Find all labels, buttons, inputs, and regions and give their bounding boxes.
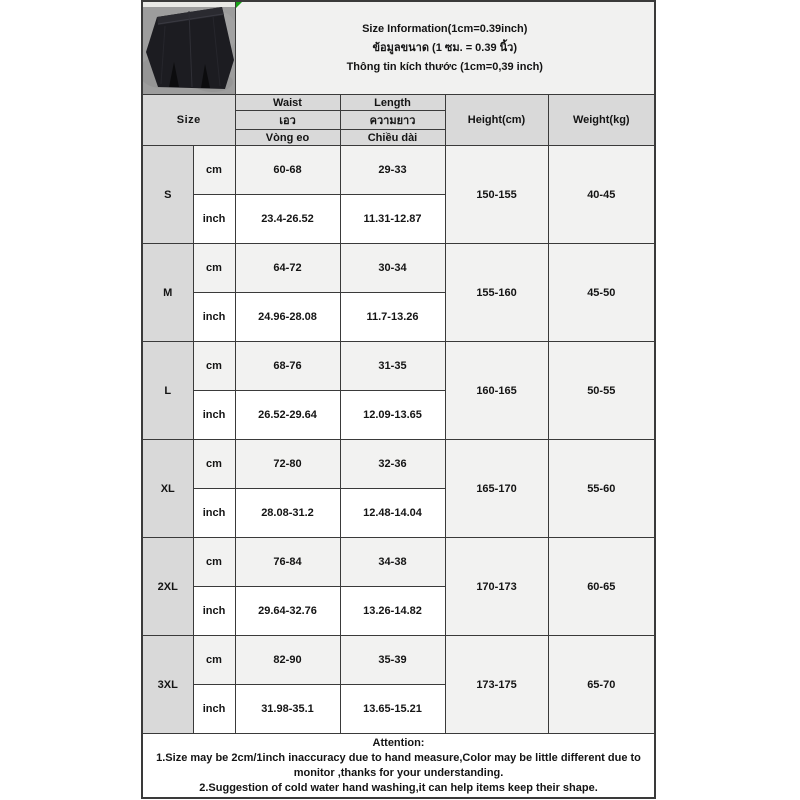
- unit-label-cm: cm: [193, 538, 235, 587]
- waist-cm-value: 64-72: [235, 244, 340, 293]
- length-cm-value: 31-35: [340, 342, 445, 391]
- size-info-title-cell: [235, 1, 655, 95]
- waist-inch-value: 26.52-29.64: [235, 391, 340, 440]
- height-value: 173-175: [445, 636, 548, 734]
- unit-label-cm: cm: [193, 636, 235, 685]
- product-photo-cell: [142, 1, 235, 95]
- unit-label-inch: inch: [193, 587, 235, 636]
- waist-header-en: Waist: [235, 95, 340, 111]
- height-value: 150-155: [445, 146, 548, 244]
- size-chart-sheet: [141, 0, 656, 799]
- table-row-l-cm: [142, 342, 655, 391]
- length-cm-value: 30-34: [340, 244, 445, 293]
- waist-header-th: เอว: [235, 111, 340, 130]
- length-inch-value: 11.7-13.26: [340, 293, 445, 342]
- waist-cm-value: 60-68: [235, 146, 340, 195]
- length-inch-value: 13.65-15.21: [340, 685, 445, 734]
- waist-inch-value: 24.96-28.08: [235, 293, 340, 342]
- height-value: 165-170: [445, 440, 548, 538]
- weight-value: 45-50: [548, 244, 655, 342]
- table-row-m-cm: [142, 244, 655, 293]
- waist-cm-value: 72-80: [235, 440, 340, 489]
- header-photo-title-row: [142, 1, 655, 95]
- unit-label-cm: cm: [193, 342, 235, 391]
- product-photo: [143, 2, 235, 94]
- weight-value: 60-65: [548, 538, 655, 636]
- length-cm-value: 29-33: [340, 146, 445, 195]
- title-line-th: ข้อมูลขนาด (1 ซม. = 0.39 นิ้ว): [372, 41, 518, 54]
- height-value: 170-173: [445, 538, 548, 636]
- length-inch-value: 12.48-14.04: [340, 489, 445, 538]
- unit-label-cm: cm: [193, 440, 235, 489]
- length-header-vi: Chiều dài: [340, 130, 445, 146]
- waist-inch-value: 29.64-32.76: [235, 587, 340, 636]
- title-line-vi: Thông tin kích thước (1cm=0,39 inch): [346, 60, 543, 73]
- size-table: [141, 0, 656, 799]
- length-header-th: ความยาว: [340, 111, 445, 130]
- unit-label-cm: cm: [193, 146, 235, 195]
- size-column-header: Size: [142, 95, 235, 146]
- waist-inch-value: 28.08-31.2: [235, 489, 340, 538]
- waist-header-vi: Vòng eo: [235, 130, 340, 146]
- size-label: 3XL: [142, 636, 193, 734]
- length-inch-value: 12.09-13.65: [340, 391, 445, 440]
- waist-cm-value: 76-84: [235, 538, 340, 587]
- table-row-3xl-cm: [142, 636, 655, 685]
- weight-value: 40-45: [548, 146, 655, 244]
- size-label: 2XL: [142, 538, 193, 636]
- table-row-2xl-cm: [142, 538, 655, 587]
- unit-label-inch: inch: [193, 489, 235, 538]
- height-column-header: Height(cm): [445, 95, 548, 146]
- height-value: 160-165: [445, 342, 548, 440]
- waist-cm-value: 82-90: [235, 636, 340, 685]
- attention-heading: Attention:: [372, 736, 425, 749]
- waist-inch-value: 23.4-26.52: [235, 195, 340, 244]
- unit-label-inch: inch: [193, 293, 235, 342]
- attention-note-2: 2.Suggestion of cold water hand washing,it can help items keep their shape.: [199, 781, 598, 794]
- weight-value: 65-70: [548, 636, 655, 734]
- title-line-en: Size Information(1cm=0.39inch): [362, 22, 528, 35]
- unit-label-inch: inch: [193, 685, 235, 734]
- waist-cm-value: 68-76: [235, 342, 340, 391]
- unit-label-inch: inch: [193, 391, 235, 440]
- size-label: XL: [142, 440, 193, 538]
- weight-value: 55-60: [548, 440, 655, 538]
- length-inch-value: 13.26-14.82: [340, 587, 445, 636]
- weight-column-header: Weight(kg): [548, 95, 655, 146]
- unit-label-cm: cm: [193, 244, 235, 293]
- size-label: L: [142, 342, 193, 440]
- attention-row: [142, 734, 655, 799]
- attention-cell: [142, 734, 655, 799]
- weight-value: 50-55: [548, 342, 655, 440]
- size-label: S: [142, 146, 193, 244]
- waist-inch-value: 31.98-35.1: [235, 685, 340, 734]
- length-cm-value: 34-38: [340, 538, 445, 587]
- green-corner-marker-icon: [236, 2, 242, 8]
- table-row-s-cm: [142, 146, 655, 195]
- length-header-en: Length: [340, 95, 445, 111]
- length-inch-value: 11.31-12.87: [340, 195, 445, 244]
- table-row-xl-cm: [142, 440, 655, 489]
- height-value: 155-160: [445, 244, 548, 342]
- length-cm-value: 32-36: [340, 440, 445, 489]
- column-header-row-en: [142, 95, 655, 111]
- unit-label-inch: inch: [193, 195, 235, 244]
- length-cm-value: 35-39: [340, 636, 445, 685]
- attention-note-1: 1.Size may be 2cm/1inch inaccuracy due to hand measure,Color may be little different due to monitor ,thanks for your understanding.: [156, 751, 641, 779]
- size-label: M: [142, 244, 193, 342]
